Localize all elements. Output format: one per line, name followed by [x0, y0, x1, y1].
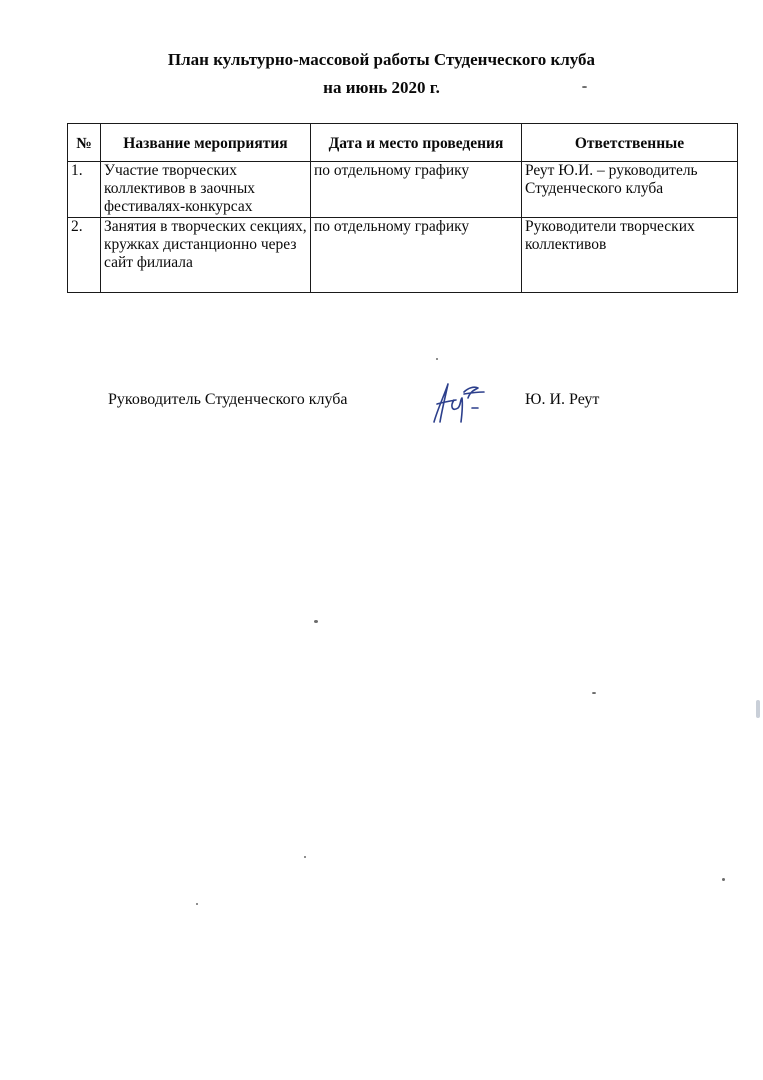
cell-responsible: Руководители творческих коллективов: [522, 218, 738, 293]
header-event-name: Название мероприятия: [101, 124, 311, 162]
handwritten-signature: [428, 378, 488, 428]
scan-speck: [582, 86, 587, 88]
scan-speck: [304, 856, 306, 858]
scan-speck: [592, 692, 596, 694]
scan-speck: [436, 358, 438, 360]
header-responsible: Ответственные: [522, 124, 738, 162]
cell-date-place: по отдельному графику: [311, 162, 522, 218]
table-header-row: [68, 124, 738, 162]
signer-name: Ю. И. Реут: [525, 391, 600, 408]
cell-number: 2.: [68, 218, 101, 293]
table-row: [68, 218, 738, 293]
cell-responsible: Реут Ю.И. – руководитель Студенческого клуба: [522, 162, 738, 218]
cell-date-place: по отдельному графику: [311, 218, 522, 293]
cell-event-name: Занятия в творческих секциях, кружках дистанционно через сайт филиала: [101, 218, 311, 293]
scan-edge-mark: [756, 700, 760, 718]
scan-speck: [314, 620, 318, 623]
cell-number: 1.: [68, 162, 101, 218]
scan-speck: [196, 903, 198, 905]
document-subtitle: на июнь 2020 г.: [323, 78, 440, 97]
table-row: [68, 162, 738, 218]
scan-speck: [722, 878, 725, 881]
signer-position: Руководитель Студенческого клуба: [108, 391, 348, 408]
header-date-place: Дата и место проведения: [311, 124, 522, 162]
events-table: [67, 123, 738, 293]
header-number: №: [68, 124, 101, 162]
document-title: План культурно-массовой работы Студенческого клуба: [167, 50, 596, 69]
cell-event-name: Участие творческих коллективов в заочных фестивалях-конкурсах: [101, 162, 311, 218]
